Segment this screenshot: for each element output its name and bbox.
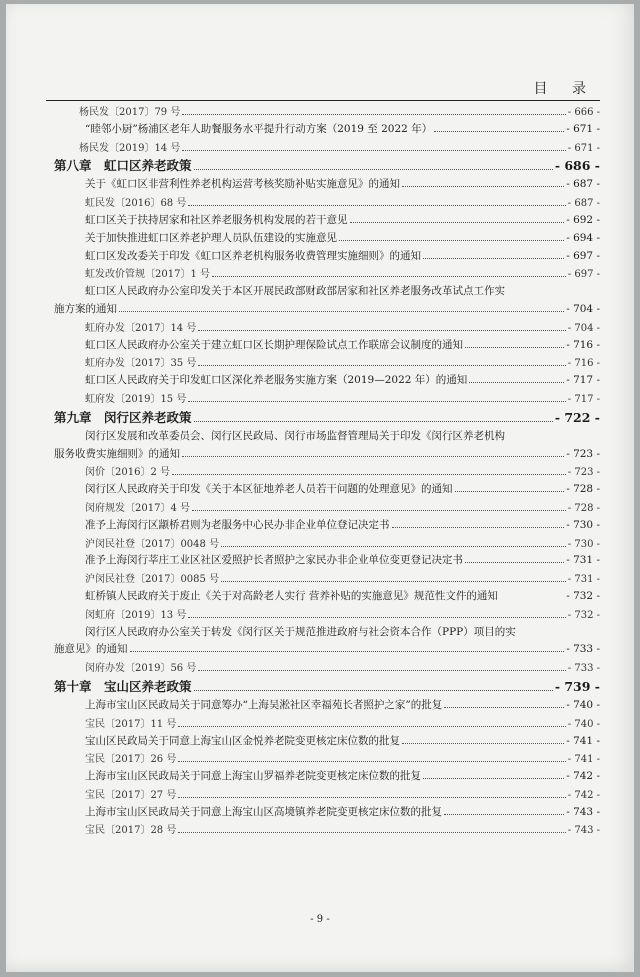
- toc-page-number: - 717 -: [566, 374, 600, 387]
- toc-page-number: - 686 -: [554, 158, 600, 174]
- document-page: [6, 4, 634, 972]
- toc-entry-title: 施意见》的通知: [54, 643, 128, 656]
- toc-document-number: [46, 390, 600, 408]
- toc-page-number: - 704 -: [567, 322, 600, 334]
- toc-document-number: [46, 821, 600, 839]
- toc-page-number: - 742 -: [566, 770, 600, 783]
- page-number: - 9 -: [310, 914, 330, 925]
- toc-document-number: [46, 194, 600, 212]
- dot-leader: [221, 546, 566, 547]
- toc-page-number: - 733 -: [566, 643, 600, 656]
- toc-page-number: - 731 -: [567, 574, 600, 586]
- toc-document-number: [46, 750, 600, 768]
- toc-page-number: - 739 -: [554, 678, 600, 694]
- toc-entry-title: 准予上海闵行区颛桥君则为老服务中心民办非企业单位登记决定书: [85, 518, 390, 531]
- toc-entry-title: 虹发改价管规〔2017〕1 号: [85, 269, 210, 281]
- toc-entry-title: 虹府办发〔2017〕35 号: [85, 358, 197, 370]
- dot-leader: [469, 382, 564, 383]
- toc-entry-title: 闵行区人民政府关于印发《关于本区征地养老人员若干问题的处理意见》的通知: [85, 483, 453, 496]
- toc-entry-title: 宝山区民政局关于同意上海宝山区金悦养老院变更核定床位数的批复: [85, 734, 400, 747]
- dot-leader: [198, 365, 565, 366]
- toc-page-number: - 731 -: [566, 554, 600, 567]
- dot-leader: [434, 131, 564, 132]
- dot-leader: [423, 778, 564, 779]
- dot-leader: [198, 330, 565, 331]
- toc-page-number: - 741 -: [567, 754, 600, 766]
- dot-leader: [402, 743, 564, 744]
- toc-page-number: - 733 -: [567, 663, 600, 675]
- dot-leader: [455, 491, 565, 492]
- dot-leader: [130, 651, 565, 652]
- toc-page-number: - 730 -: [566, 518, 600, 531]
- toc-document-number: [46, 659, 600, 677]
- dot-leader: [178, 761, 565, 762]
- toc-entry-title: 虹口区发改委关于印发《虹口区养老机构服务收费管理实施细则》的通知: [85, 249, 421, 262]
- toc-entry: [46, 481, 600, 499]
- dot-leader: [182, 456, 564, 457]
- toc-entry: [46, 517, 600, 535]
- toc-page-number: - 743 -: [566, 805, 600, 818]
- toc-page-number: - 723 -: [567, 467, 600, 479]
- toc-document-number: [46, 715, 600, 733]
- toc-entry: [46, 733, 600, 751]
- toc-entry-title-line: 闵行区发展和改革委员会、闵行区民政局、闵行市场监督管理局关于印发《闵行区养老机构: [85, 429, 505, 442]
- toc-entry-title: 闵价〔2016〕2 号: [85, 467, 170, 479]
- toc-page-number: - 717 -: [567, 393, 600, 405]
- dot-leader: [194, 421, 553, 422]
- toc-entry: [46, 804, 600, 822]
- toc-entry: [46, 697, 600, 715]
- toc-entry-title: 关于《虹口区非营利性养老机构运营考核奖励补贴实施意见》的通知: [85, 178, 400, 191]
- dot-leader: [188, 401, 565, 402]
- toc-page-number: - 704 -: [566, 302, 600, 315]
- dot-leader: [192, 510, 566, 511]
- toc-page-number: - 728 -: [566, 483, 600, 496]
- toc-entry: [46, 372, 600, 390]
- toc-entry-title-line: 闵行区人民政府办公室关于转发《闵行区关于规范推进政府与社会资本合作（PPP）项目的实: [85, 625, 516, 638]
- toc-entry-title-line: 虹口区人民政府办公室印发关于本区开展民政部财政部居家和社区养老服务改革试点工作实: [85, 285, 505, 298]
- dot-leader: [423, 258, 564, 259]
- toc-entry: [46, 176, 600, 194]
- toc-page-number: - 740 -: [566, 698, 600, 711]
- toc-document-number: [46, 139, 600, 157]
- toc-entry: [46, 337, 600, 355]
- toc-page-number: - 730 -: [567, 538, 600, 550]
- toc-document-number: [46, 103, 600, 121]
- toc-entry-title: 施方案的通知: [54, 302, 117, 315]
- toc-chapter-heading: [46, 156, 600, 176]
- toc-entry-title: 准予上海闵行莘庄工业区社区爱照护长者照护之家民办非企业单位变更登记决定书: [85, 554, 463, 567]
- dot-leader: [194, 690, 553, 691]
- toc-entry-title: 宝民〔2017〕26 号: [85, 754, 177, 766]
- toc-entry: [46, 552, 600, 570]
- dot-leader: [178, 797, 565, 798]
- toc-entry-title: 闵府规发〔2017〕4 号: [85, 502, 190, 514]
- dot-leader: [178, 726, 565, 727]
- toc-page-number: - 716 -: [566, 338, 600, 351]
- dot-leader: [194, 169, 553, 170]
- toc-entry-title: 沪闵民社登〔2017〕0048 号: [85, 538, 220, 550]
- toc-entry-title: 虹口区人民政府办公室关于建立虹口区长期护理保险试点工作联席会议制度的通知: [85, 338, 463, 351]
- toc-entry: [46, 768, 600, 786]
- toc-entry-title: 虹口区人民政府关于印发虹口区深化养老服务实施方案（2019—2022 年）的通知: [85, 374, 468, 387]
- toc-entry-title: 闵虹府〔2019〕13 号: [85, 609, 187, 621]
- toc-entry-title: 上海市宝山区民政局关于同意上海宝山罗福养老院变更核定床位数的批复: [85, 770, 421, 783]
- toc-page-number: - 694 -: [566, 231, 600, 244]
- toc-page-number: - 732 -: [567, 609, 600, 621]
- dot-leader: [188, 205, 565, 206]
- dot-leader: [402, 186, 564, 187]
- toc-entry-title: 虹民发〔2016〕68 号: [85, 198, 187, 210]
- toc-entry-title: 沪闵民社登〔2017〕0085 号: [85, 574, 220, 586]
- toc-page-number: - 671 -: [566, 122, 600, 135]
- toc-document-number: [46, 606, 600, 624]
- toc-page-number: - 697 -: [566, 249, 600, 262]
- toc-entry-title: 上海市宝山区民政局关于同意筹办“上海吴淞社区幸福苑长者照护之家”的批复: [85, 698, 443, 711]
- header-title: 目 录: [533, 81, 596, 97]
- dot-leader: [465, 562, 564, 563]
- toc-entry: [46, 588, 600, 606]
- toc-entry: [46, 248, 600, 266]
- toc-entry-title: 虹口区关于扶持居家和社区养老服务机构发展的若干意见: [85, 213, 348, 226]
- dot-leader: [178, 832, 565, 833]
- toc-chapter-heading: [46, 408, 600, 428]
- toc-document-number: [46, 786, 600, 804]
- toc-document-number: [46, 499, 600, 517]
- toc-page-number: - 716 -: [567, 358, 600, 370]
- toc-entry-title: 杨民发〔2017〕79 号: [79, 107, 181, 118]
- toc-page-number: - 666 -: [567, 107, 600, 118]
- dot-leader: [392, 527, 565, 528]
- dot-leader: [182, 150, 565, 151]
- toc-entry-title: 宝民〔2017〕28 号: [85, 825, 177, 837]
- toc-document-number: [46, 535, 600, 553]
- toc-entry-title: 关于加快推进虹口区养老护理人员队伍建设的实施意见: [85, 231, 337, 244]
- dot-leader: [465, 347, 564, 348]
- toc-page-number: - 697 -: [567, 269, 600, 281]
- toc-entry: [46, 428, 600, 464]
- toc-page-number: - 687 -: [567, 198, 600, 210]
- dot-leader: [444, 814, 564, 815]
- toc-entry: [46, 624, 600, 660]
- toc-document-number: [46, 354, 600, 372]
- toc-entry-title: “睦邻小厨”杨浦区老年人助餐服务水平提升行动方案（2019 至 2022 年）: [85, 122, 433, 135]
- dot-leader: [212, 276, 566, 277]
- toc-page-number: - 732 -: [566, 589, 600, 602]
- toc-document-number: [46, 570, 600, 588]
- toc-entry-title: 杨民发〔2019〕14 号: [79, 142, 181, 154]
- toc-document-number: [46, 319, 600, 337]
- dot-leader: [188, 617, 565, 618]
- toc-entry-title: 第九章 闵行区养老政策: [54, 409, 192, 425]
- toc-page-number: - 692 -: [566, 213, 600, 226]
- toc-entry-title: 上海市宝山区民政局关于同意上海宝山区高境镇养老院变更核定床位数的批复: [85, 805, 442, 818]
- toc-chapter-heading: [46, 677, 600, 697]
- toc-page-number: - 722 -: [554, 409, 600, 425]
- toc-entry-title: 第十章 宝山区养老政策: [54, 678, 192, 694]
- toc-entry-title: 闵府办发〔2019〕56 号: [85, 663, 197, 675]
- dot-leader: [198, 670, 565, 671]
- toc-page-number: - 723 -: [566, 447, 600, 460]
- dot-leader: [221, 581, 566, 582]
- dot-leader: [182, 114, 565, 115]
- toc-entry: [46, 212, 600, 230]
- toc-page-number: - 728 -: [567, 502, 600, 514]
- toc-entry-title: 虹桥镇人民政府关于废止《关于对高龄老人实行 营养补贴的实施意见》规范性文件的通知: [85, 589, 498, 602]
- toc-entry-title: 服务收费实施细则》的通知: [54, 447, 180, 460]
- dot-leader: [172, 474, 566, 475]
- toc-entry-title: 虹府发〔2019〕15 号: [85, 393, 187, 405]
- toc-entry-title: 第八章 虹口区养老政策: [54, 158, 192, 174]
- toc-page-number: - 740 -: [567, 718, 600, 730]
- toc-entry: [46, 230, 600, 248]
- toc-page-number: - 687 -: [566, 178, 600, 191]
- toc-entry: [46, 283, 600, 319]
- toc-page-number: - 741 -: [566, 734, 600, 747]
- dot-leader: [350, 222, 565, 223]
- dot-leader: [444, 707, 564, 708]
- toc-page-number: - 671 -: [567, 142, 600, 154]
- toc-entry-title: 宝民〔2017〕11 号: [85, 718, 177, 730]
- toc-entry: [46, 121, 600, 139]
- header-rule: [46, 100, 600, 101]
- toc-document-number: [46, 463, 600, 481]
- table-of-contents: [46, 103, 600, 839]
- toc-entry-title: 虹府办发〔2017〕14 号: [85, 322, 197, 334]
- toc-document-number: [46, 265, 600, 283]
- dot-leader: [119, 311, 564, 312]
- toc-page-number: - 742 -: [567, 789, 600, 801]
- dot-leader: [339, 240, 564, 241]
- toc-page-number: - 743 -: [567, 825, 600, 837]
- toc-entry-title: 宝民〔2017〕27 号: [85, 789, 177, 801]
